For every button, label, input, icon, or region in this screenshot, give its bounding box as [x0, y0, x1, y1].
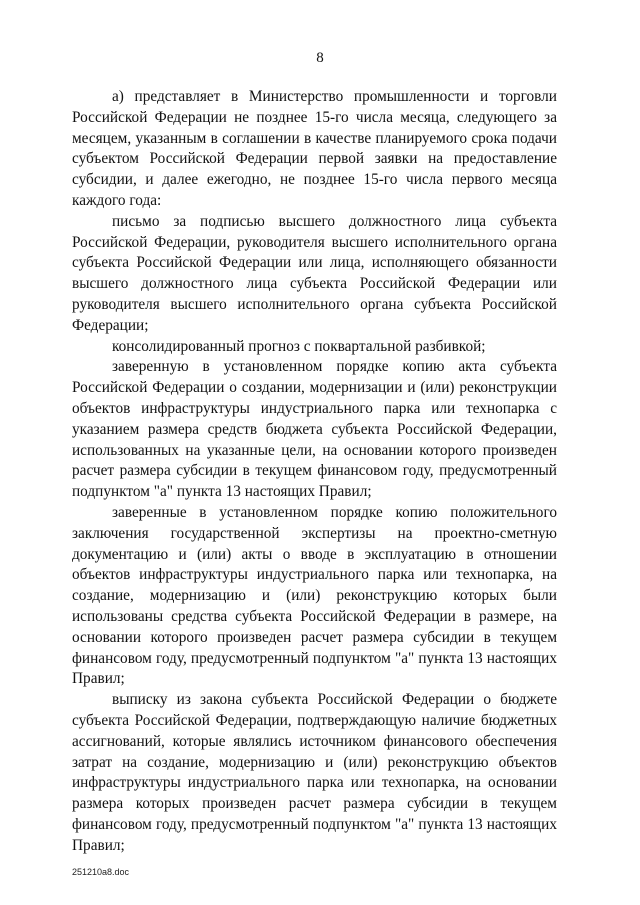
page-number: 8 [316, 50, 324, 66]
paragraph-expertise: заверенные в установленном порядке копию положительного заключения государственной экспертизы на проектно-сметную документацию и (или) акты о вводе в эксплуатацию в отношении объектов инфраструктуры индустриального парка или технопарка, на создание, модернизацию и (или) реконструкцию которых были использованы средства субъекта Российской Федерации в размере, на основании которого произведен расчет размера субсидии в текущем финансовом году, предусмотренный подпунктом "а" пункта 13 настоящих Правил; [72, 503, 557, 688]
paragraph-letter: письмо за подписью высшего должностного лица субъекта Российской Федерации, руководителя высшего исполнительного органа субъекта Российской Федерации или лица, исполняющего обязанности высшего должностного лица субъекта Российской Федерации или руководителя высшего исполнительного органа субъекта Российской Федерации; [72, 212, 557, 334]
file-name-footer: 251210a8.doc [72, 867, 130, 877]
paragraph-budget-extract: выписку из закона субъекта Российской Федерации о бюджете субъекта Российской Федерации, подтверждающую наличие бюджетных ассигнований, которые являлись источником финансового обеспечения затрат на создание, модернизацию и (или) реконструкцию объектов инфраструктуры индустриального парка или технопарка, на основании размера которых произведен расчет размера субсидии в текущем финансовом году, предусмотренный подпунктом "а" пункта 13 настоящих Правил; [72, 691, 557, 854]
document-body [72, 87, 557, 856]
paragraph-forecast: консолидированный прогноз с поквартальной разбивкой; [112, 337, 486, 355]
paragraph-act-copy: заверенную в установленном порядке копию акта субъекта Российской Федерации о создании, модернизации и (или) реконструкции объектов инфраструктуры индустриального парка или технопарка с указанием размера средств бюджета субъекта Российской Федерации, использованных на указанные цели, на основании которого произведен расчет размера субсидии в текущем финансовом году, предусмотренный подпунктом "а" пункта 13 настоящих Правил; [72, 358, 557, 501]
paragraph-intro: а) представляет в Министерство промышленности и торговли Российской Федерации не позднее 15-го числа месяца, следующего за месяцем, указанным в соглашении в качестве планируемого срока подачи субъектом Российской Федерации первой заявки на предоставление субсидии, и далее ежегодно, не позднее 15-го числа первого месяца каждого года: [72, 88, 557, 209]
